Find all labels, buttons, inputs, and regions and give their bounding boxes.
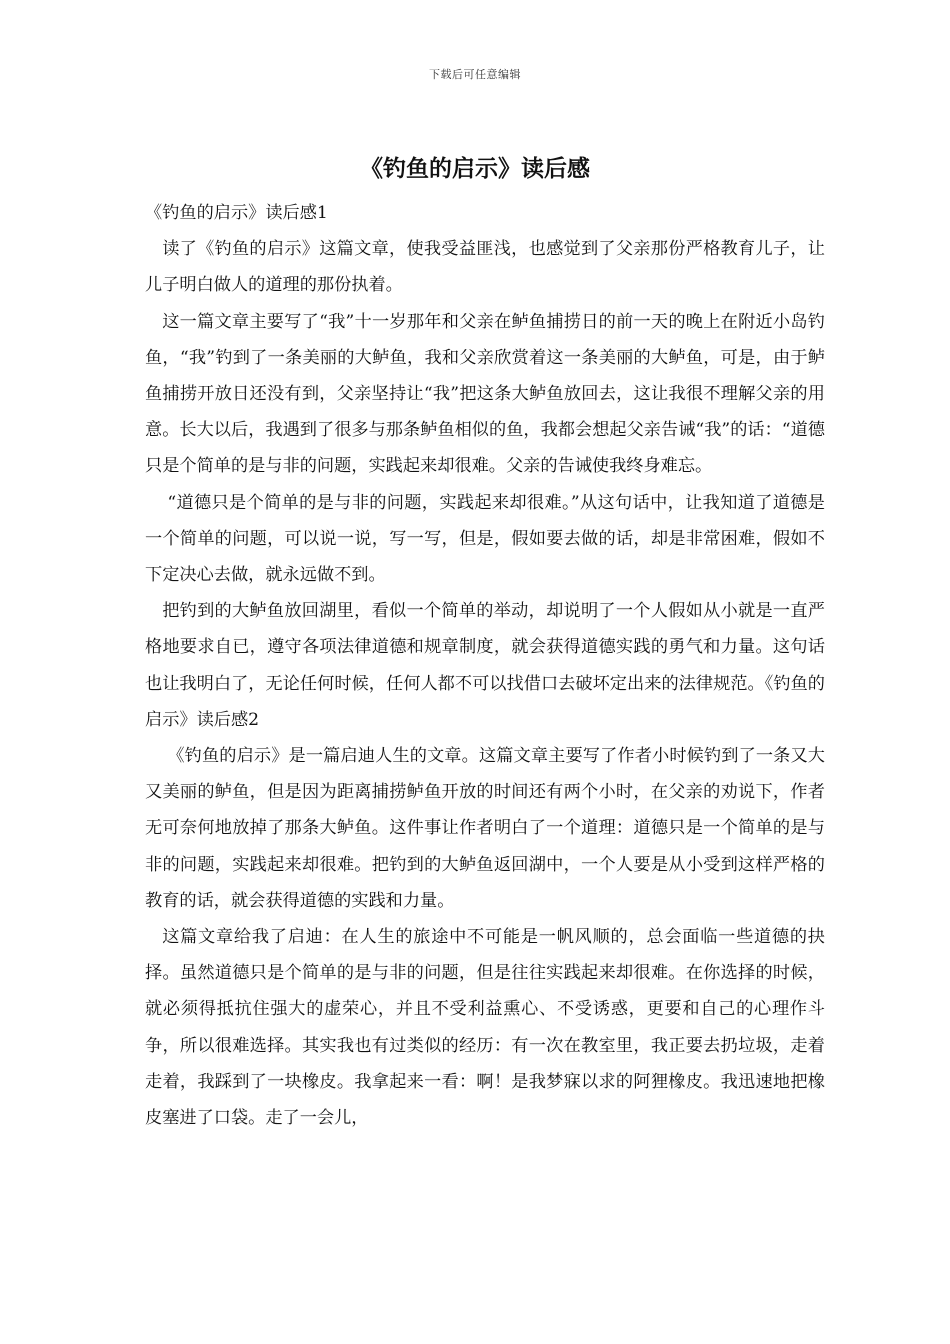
paragraph-1: 读了《钓鱼的启示》这篇文章，使我受益匪浅，也感觉到了父亲那份严格教育儿子，让儿子明白做人的道理的那份执着。 [145, 239, 825, 296]
paragraph-4-text: 把钓到的大鲈鱼放回湖里，看似一个简单的举动，却说明了一个人假如从小就是一直严格地要求自已，遵守各项法律道德和规章制度，就会获得道德实践的勇气和力量。这句话也让我明白了，无论任何时候，任何人都不可以找借口去破坏定出来的法律规范。 [145, 601, 825, 694]
document-body [145, 195, 825, 1136]
paragraph-2: 这一篇文章主要写了“我”十一岁那年和父亲在鲈鱼捕捞日的前一天的晚上在附近小岛钓鱼，“我”钓到了一条美丽的大鲈鱼，我和父亲欣赏着这一条美丽的大鲈鱼，可是，由于鲈鱼捕捞开放日还没有到，父亲坚持让“我”把这条大鲈鱼放回去，这让我很不理解父亲的用意。长大以后，我遇到了很多与那条鲈鱼相似的鱼，我都会想起父亲告诫“我”的话：“道德只是个简单的是与非的问题，实践起来却很难。父亲的告诫使我终身难忘。 [145, 311, 825, 477]
paragraph-6: 这篇文章给我了启迪：在人生的旅途中不可能是一帆风顺的，总会面临一些道德的抉择。虽然道德只是个简单的是与非的问题，但是往往实践起来却很难。在你选择的时候，就必须得抵抗住强大的虚荣心，并且不受利益熏心、不受诱惑，更要和自己的心理作斗争，所以很难选择。其实我也有过类似的经历：有一次在教室里，我正要去扔垃圾，走着走着，我踩到了一块橡皮。我拿起来一看：啊！是我梦寐以求的阿狸橡皮。我迅速地把橡皮塞进了口袋。走了一会儿， [145, 927, 825, 1129]
sub-heading-1: 《钓鱼的启示》读后感1 [145, 203, 328, 223]
paragraph-5: 《钓鱼的启示》是一篇启迪人生的文章。这篇文章主要写了作者小时候钓到了一条又大又美丽的鲈鱼，但是因为距离捕捞鲈鱼开放的时间还有两个小时，在父亲的劝说下，作者无可奈何地放掉了那条大鲈鱼。这件事让作者明白了一个道理：道德只是一个简单的是与非的问题，实践起来却很难。把钓到的大鲈鱼返回湖中，一个人要是从小受到这样严格的教育的话，就会获得道德的实践和力量。 [145, 746, 825, 911]
sub-heading-2: 《钓鱼的启示》读后感2 [145, 673, 825, 730]
header-note: 下载后可任意编辑 [429, 68, 521, 81]
paragraph-4 [145, 593, 825, 738]
document-title: 《钓鱼的启示》读后感 [360, 156, 590, 182]
paragraph-3: “道德只是个简单的是与非的问题，实践起来却很难。”从这句话中，让我知道了道德是一个简单的问题，可以说一说，写一写，但是，假如要去做的话，却是非常困难，假如不下定决心去做，就永远做不到。 [145, 492, 825, 586]
